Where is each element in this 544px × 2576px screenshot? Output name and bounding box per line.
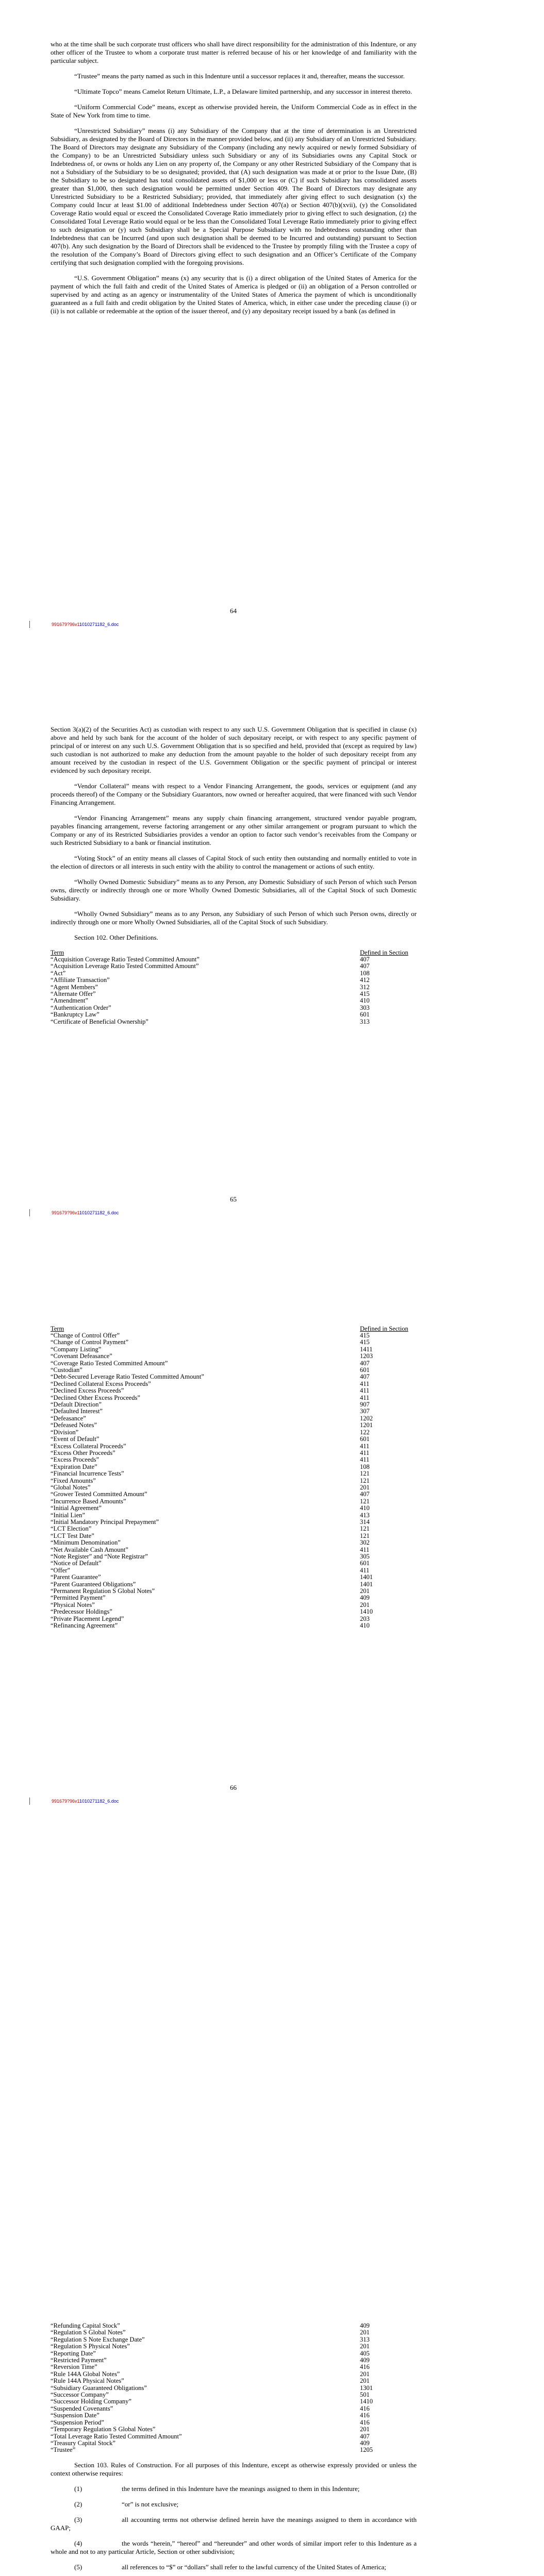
defined-term: “Excess Collateral Proceeds” [51,1442,126,1450]
section-reference: 313 [360,2335,370,2343]
table-row [51,2357,417,2364]
section-reference: 1203 [360,1352,373,1360]
table-row [51,1519,417,1526]
section-reference: 601 [360,1435,370,1443]
table-row [51,2350,417,2357]
table-row [51,1456,417,1463]
defined-term: “Initial Mandatory Principal Prepayment” [51,1518,159,1526]
defined-term: “Change of Control Offer” [51,1332,120,1339]
section-reference: 409 [360,2439,370,2447]
section-reference: 411 [360,1442,370,1450]
page-65-body [51,725,417,1025]
clause-text: the terms defined in this Indenture have the meanings assigned to them in this Indenture; [122,2484,360,2493]
table-row [51,1491,417,1498]
section-reference: 121 [360,1497,370,1505]
section-reference: 1411 [360,1345,373,1353]
defined-term: “Defeased Notes” [51,1421,97,1429]
clause-text: all references to “$” or “dollars” shall refer to the lawful currency of the United States of America; [122,2563,386,2571]
section-reference: 411 [360,1566,370,1574]
table-row [51,1526,417,1532]
table-row [51,2371,417,2378]
change-bar [29,1209,30,1216]
defined-term: “Excess Proceeds” [51,1456,100,1464]
clause-number: (3) [74,2515,83,2523]
definition-unrestricted-subsidiary: “Unrestricted Subsidiary” means (i) any Subsidiary of the Company that at the time of determination is an Unrestricted Subsidiary, as designated by the Board of Directors in the manner provided below, and (ii) any Subsidiary of an Unrestricted Subsidiary. The Board of Directors may designate any Subsidiary of the Company (including any newly acquired or newly formed Subsidiary of the Company) to be an Unrestricted Subsidiary unless such Subsidiary or any of its Subsidiaries owns any Capital Stock or Indebtedness of, or owns or holds any Lien on any property of, the Company or any other Restricted Subsidiary of the Company that is not a Subsidiary of the Subsidiary to be so designated; provided, that (A) such designation was made at or prior to the Issue Date, (B) the Subsidiary to be so designated has total consolidated assets of $1,000 or less or (C) if such Subsidiary has consolidated assets greater than $1,000, then such designation would be permitted under Section 409. The Board of Directors may designate any Unrestricted Subsidiary to be a Restricted Subsidiary; provided, that immediately after giving effect to such designation (x) the Company could Incur at least $1.00 of additional Indebtedness under Section 407(a) or Section 407(b)(xvii), (y) the Consolidated Coverage Ratio would equal or exceed the Consolidated Coverage Ratio immediately prior to giving effect to such designation, (z) the Consolidated Total Leverage Ratio would equal or be less than the Consolidated Total Leverage Ratio immediately prior to giving effect to such designation or (y) such Subsidiary shall be a Special Purpose Subsidiary with no Indebtedness outstanding other than Indebtedness that can be Incurred (and upon such designation shall be deemed to be Incurred and outstanding) pursuant to Section 407(b). Any such designation by the Board of Directors shall be evidenced to the Trustee by promptly filing with the Trustee a copy of the resolution of the Company’s Board of Directors giving effect to such designation and an Officer’s Certificate of the Company certifying that such designation complied with the foregoing provisions. [51,127,417,266]
document-footer [52,622,119,627]
defined-term: “Restricted Payment” [51,2357,107,2364]
table-row [51,1005,417,1011]
definitions-table [51,1325,417,1629]
table-row [51,977,417,984]
defined-term: “Initial Lien” [51,1511,85,1519]
table-row [51,963,417,970]
table-row [51,1608,417,1615]
change-bar [29,621,30,628]
section-reference: 108 [360,1463,370,1470]
section-reference: 601 [360,1366,370,1374]
section-reference: 201 [360,2377,370,2385]
section-reference: 411 [360,1456,370,1464]
section-reference: 415 [360,990,370,998]
defined-term: “Covenant Defeasance” [51,1352,112,1360]
defined-term: “Authentication Order” [51,1004,111,1011]
section-reference: 1410 [360,2398,373,2405]
section-reference: 122 [360,1428,370,1436]
section-reference: 407 [360,1373,370,1381]
table-row [51,1401,417,1408]
footer-old-id: 991679?96v1 [52,1210,79,1215]
column-header-term: Term [51,949,64,956]
section-reference: 108 [360,969,370,977]
defined-term: “Rule 144A Global Notes” [51,2370,120,2378]
section-reference: 201 [360,2329,370,2336]
section-reference: 416 [360,2412,370,2419]
table-row [51,2385,417,2392]
defined-term: “Private Placement Legend” [51,1615,124,1622]
defined-term: “Amendment” [51,997,88,1005]
definition-ultimate-topco: “Ultimate Topco” means Camelot Return Ultimate, L.P., a Delaware limited partnership, and any successor in interest thereto. [74,88,413,95]
table-row [51,1367,417,1374]
paragraph: who at the time shall be such corporate trust officers who shall have direct responsibility for the administration of this Indenture, or any other officer of the Trustee to whom a corporate trust matter is referred because of his or her knowledge of and familiarity with the particular subject. [51,40,417,64]
section-reference: 601 [360,1560,370,1567]
defined-term: “Initial Agreement” [51,1504,102,1512]
page-number: 66 [230,1784,237,1791]
table-row [51,2364,417,2370]
table-row [51,970,417,977]
table-row [51,2398,417,2405]
page-64-body [51,40,417,323]
clause-text: the words “herein,” “hereof” and “hereunder” and other words of similar import refer to this Indenture as a whole and not to any particular Article, Section or other subdivision; [51,2539,417,2555]
section-reference: 201 [360,2370,370,2378]
table-row [51,1595,417,1601]
column-header-section: Defined in Section [360,1325,408,1332]
section-reference: 410 [360,997,370,1005]
defined-term: “Successor Holding Company” [51,2398,131,2405]
section-reference: 1301 [360,2384,373,2392]
section-reference: 407 [360,2432,370,2440]
defined-term: “LCT Test Date” [51,1532,94,1539]
section-reference: 405 [360,2349,370,2357]
section-reference: 416 [360,2418,370,2426]
construction-clause [51,2539,417,2556]
defined-term: “Event of Default” [51,1435,100,1443]
defined-term: “Coverage Ratio Tested Committed Amount” [51,1359,168,1367]
clause-text: all accounting terms not otherwise defined herein have the meanings assigned to them in accordance with GAAP; [51,2515,417,2532]
table-row [51,1484,417,1491]
defined-term: “Company Listing” [51,1345,102,1353]
defined-term: “Global Notes” [51,1483,91,1491]
section-reference: 201 [360,1601,370,1608]
section-reference: 411 [360,1449,370,1456]
section-reference: 201 [360,1587,370,1595]
defined-term: “Bankruptcy Law” [51,1011,100,1019]
page-67-body [51,2323,417,2576]
definition-us-government-obligation: “U.S. Government Obligation” means (x) any security that is (i) a direct obligation of the United States of America for the payment of which the full faith and credit of the United States of America is pledged or (ii) an obligation of a Person controlled or supervised by and acting as an agency or instrumentality of the United States of America the payment of which is unconditionally guaranteed as a full faith and credit obligation by the United States of America, which, in either case under the preceding clause (i) or (ii) is not callable or redeemable at the option of the issuer thereof, and (y) any depositary receipt issued by a bank (as defined in [51,274,417,315]
defined-term: “Regulation S Physical Notes” [51,2343,130,2350]
defined-term: “Temporary Regulation S Global Notes” [51,2426,156,2433]
defined-term: “Certificate of Beneficial Ownership” [51,1018,149,1025]
construction-clause [51,2516,417,2532]
section-reference: 313 [360,1018,370,1025]
section-reference: 201 [360,2343,370,2350]
definition-voting-stock: “Voting Stock” of an entity means all classes of Capital Stock of such entity then outstanding and normally entitled to vote in the election of directors or all interests in such entity with the ability to control the management or actions of such entity. [51,854,417,870]
defined-term: “Acquisition Coverage Ratio Tested Committed Amount” [51,956,200,963]
table-row [51,2405,417,2412]
footer-doc-id: 1010271182_6.doc [79,1799,119,1804]
clause-number: (1) [74,2484,83,2493]
section-reference: 407 [360,1359,370,1367]
defined-term: “Change of Control Payment” [51,1338,129,1346]
table-row [51,1339,417,1346]
table-row [51,1436,417,1443]
defined-term: “Default Direction” [51,1401,102,1409]
defined-term: “Custodian” [51,1366,83,1374]
section-reference: 407 [360,956,370,963]
table-row [51,1450,417,1456]
section-reference: 203 [360,1615,370,1622]
defined-term: “Successor Company” [51,2391,109,2399]
defined-term: “Reporting Date” [51,2349,96,2357]
table-row [51,1332,417,1339]
table-row [51,1622,417,1629]
section-reference: 409 [360,2322,370,2329]
table-row [51,2440,417,2447]
section-103-heading: Section 103. Rules of Construction. For all purposes of this Indenture, except as otherwise expressly provided or unless the context otherwise requires: [51,2461,417,2477]
footer-old-id: 991679?96v1 [52,622,79,627]
section-reference: 410 [360,1622,370,1630]
table-row [51,2329,417,2336]
defined-term: “Suspension Date” [51,2412,100,2419]
table-row [51,1553,417,1560]
defined-term: “Expiration Date” [51,1463,97,1470]
table-row [51,1588,417,1595]
defined-term: “Declined Excess Proceeds” [51,1387,124,1395]
definition-vendor-financing-arrangement: “Vendor Financing Arrangement” means any supply chain financing arrangement, structured vendor payable program, payables financing arrangement, reverse factoring arrangement or any other similar arrangement or program pursuant to which the Company or any of its Restricted Subsidiaries provides a vendor an option to factor such vendor’s receivables from the Company or such Restricted Subsidiary to a bank or financial institution. [51,814,417,846]
paragraph: Section 3(a)(2) of the Securities Act) as custodian with respect to any such U.S. Government Obligation that is specified in clause (x) above and held by such bank for the account of the holder of such depositary receipt, or with respect to any specific payment of principal of or interest on any such U.S. Government Obligation that is so specified and held, provided that (except as required by law) such custodian is not authorized to make any deduction from the amount payable to the holder of such depositary receipt from any amount received by the custodian in respect of the U.S. Government Obligation or the specific payment of principal or interest evidenced by such depositary receipt. [51,725,417,774]
table-row [51,1422,417,1429]
table-row [51,1567,417,1574]
table-row [51,1346,417,1353]
table-row [51,2343,417,2350]
definition-wholly-owned-subsidiary: “Wholly Owned Subsidiary” means as to any Person, any Subsidiary of such Person of which such Person owns, directly or indirectly through one or more Wholly Owned Subsidiaries, all of the Capital Stock of such Subsidiary. [51,910,417,926]
table-row [51,1560,417,1567]
table-row [51,1019,417,1025]
section-reference: 201 [360,1483,370,1491]
construction-clause [51,2500,417,2509]
section-102-heading: Section 102. Other Definitions. [74,934,158,941]
section-reference: 411 [360,1387,370,1395]
section-reference: 411 [360,1546,370,1553]
definitions-table [51,2323,417,2454]
defined-term: “Note Register” and “Note Registrar” [51,1553,148,1560]
change-bar [29,1798,30,1805]
clause-number: (4) [74,2539,83,2547]
defined-term: “Refinancing Agreement” [51,1622,118,1630]
table-row [51,997,417,1004]
table-row [51,1478,417,1484]
table-row [51,1616,417,1622]
clause-text: “or” is not exclusive; [122,2500,179,2508]
section-reference: 302 [360,1539,370,1547]
section-reference: 415 [360,1338,370,1346]
defined-term: “Suspended Covenants” [51,2404,113,2412]
defined-term: “LCT Election” [51,1525,92,1533]
section-reference: 305 [360,1553,370,1560]
defined-term: “Offer” [51,1566,70,1574]
section-reference: 411 [360,1394,370,1401]
section-reference: 1205 [360,2446,373,2454]
page-66-body [51,1325,417,1629]
section-reference: 407 [360,962,370,970]
table-row [51,2419,417,2426]
section-reference: 121 [360,1477,370,1484]
table-row [51,984,417,991]
document-footer [52,1799,119,1804]
defined-term: “Minimum Denomination” [51,1539,121,1547]
section-reference: 413 [360,1511,370,1519]
section-reference: 1410 [360,1608,373,1616]
defined-term: “Total Leverage Ratio Tested Committed Amount” [51,2432,182,2440]
section-reference: 409 [360,1594,370,1602]
defined-term: “Reversion Time” [51,2363,97,2371]
section-reference: 412 [360,976,370,984]
defined-term: “Defeasance” [51,1414,86,1422]
defined-term: “Financial Incurrence Tests” [51,1470,124,1478]
section-reference: 303 [360,1004,370,1011]
table-row [51,2426,417,2433]
definition-vendor-collateral: “Vendor Collateral” means with respect to a Vendor Financing Arrangement, the goods, services or equipment (and any proceeds thereof) of the Company or the Subsidiary Guarantors, now owned or hereafter acquired, that were financed with such Vendor Financing Arrangement. [51,782,417,806]
section-reference: 410 [360,1504,370,1512]
defined-term: “Debt-Secured Leverage Ratio Tested Committed Amount” [51,1373,204,1381]
table-row [51,1374,417,1380]
table-row [51,2323,417,2329]
section-reference: 121 [360,1532,370,1539]
defined-term: “Declined Collateral Excess Proceeds” [51,1380,151,1387]
construction-clause [51,2485,417,2493]
defined-term: “Permanent Regulation S Global Notes” [51,1587,155,1595]
table-row [51,1581,417,1588]
table-row [51,1547,417,1553]
defined-term: “Grower Tested Committed Amount” [51,1490,147,1498]
section-reference: 501 [360,2391,370,2399]
defined-term: “Fixed Amounts” [51,1477,96,1484]
defined-term: “Alternate Offer” [51,990,96,998]
section-reference: 1401 [360,1573,373,1581]
table-row [51,1505,417,1512]
section-reference: 416 [360,2363,370,2371]
section-reference: 1202 [360,1414,373,1422]
defined-term: “Rule 144A Physical Notes” [51,2377,124,2385]
section-reference: 201 [360,2426,370,2433]
table-row [51,1574,417,1581]
defined-term: “Trustee” [51,2446,76,2454]
table-row [51,991,417,997]
defined-term: “Division” [51,1428,79,1436]
defined-term: “Refunding Capital Stock” [51,2322,120,2329]
footer-doc-id: 1010271182_6.doc [79,1210,119,1215]
section-reference: 1401 [360,1580,373,1588]
clause-number: (5) [74,2563,83,2571]
definitions-table [51,949,417,1025]
table-row [51,1429,417,1436]
section-reference: 314 [360,1518,370,1526]
defined-term: “Acquisition Leverage Ratio Tested Committed Amount” [51,962,199,970]
table-row [51,1415,417,1422]
table-row [51,1602,417,1608]
table-row [51,1395,417,1401]
defined-term: “Declined Other Excess Proceeds” [51,1394,140,1401]
clause-number: (2) [74,2500,83,2508]
footer-doc-id: 1010271182_6.doc [79,622,119,627]
table-row [51,1381,417,1387]
section-reference: 409 [360,2357,370,2364]
table-row [51,1353,417,1360]
table-row [51,2336,417,2343]
table-row [51,956,417,963]
defined-term: “Suspension Period” [51,2418,104,2426]
column-header-term: Term [51,1325,64,1332]
table-row [51,1443,417,1450]
section-reference: 121 [360,1525,370,1533]
section-reference: 1201 [360,1421,373,1429]
table-row [51,1408,417,1415]
section-reference: 312 [360,983,370,991]
defined-term: “Regulation S Global Notes” [51,2329,126,2336]
document-footer [52,1210,119,1215]
table-row [51,1464,417,1470]
table-row [51,1533,417,1539]
column-header-section: Defined in Section [360,949,408,956]
defined-term: “Parent Guarantee” [51,1573,101,1581]
table-row [51,2392,417,2398]
table-row [51,1470,417,1477]
table-row [51,1539,417,1546]
construction-clause [51,2563,417,2571]
definition-uniform-commercial-code: “Uniform Commercial Code” means, except as otherwise provided herein, the Uniform Commercial Code as in effect in the State of New York from time to time. [51,103,417,119]
defined-term: “Notice of Default” [51,1560,102,1567]
section-reference: 415 [360,1332,370,1339]
section-reference: 416 [360,2404,370,2412]
page-number: 64 [230,607,237,615]
table-row [51,2378,417,2384]
section-reference: 601 [360,1011,370,1019]
defined-term: “Treasury Capital Stock” [51,2439,116,2447]
defined-term: “Subsidiary Guaranteed Obligations” [51,2384,147,2392]
page-number: 65 [230,1195,237,1203]
defined-term: “Act” [51,969,66,977]
footer-old-id: 991679?96v1 [52,1799,79,1804]
definition-wholly-owned-domestic-subsidiary: “Wholly Owned Domestic Subsidiary” means as to any Person, any Domestic Subsidiary of such Person of which such Person owns, directly or indirectly through one or more Wholly Owned Domestic Subsidiaries, all of the Capital Stock of such Domestic Subsidiary. [51,878,417,902]
section-reference: 407 [360,1490,370,1498]
defined-term: “Physical Notes” [51,1601,95,1608]
defined-term: “Excess Other Proceeds” [51,1449,116,1456]
defined-term: “Predecessor Holdings” [51,1608,112,1616]
definition-trustee: “Trustee” means the party named as such in this Indenture until a successor replaces it and, thereafter, means the successor. [74,72,405,80]
defined-term: “Net Available Cash Amount” [51,1546,128,1553]
table-row [51,2447,417,2453]
section-reference: 907 [360,1401,370,1409]
table-row [51,2412,417,2419]
table-row [51,1512,417,1519]
defined-term: “Agent Members” [51,983,98,991]
defined-term: “Incurrence Based Amounts” [51,1497,126,1505]
defined-term: “Parent Guaranteed Obligations” [51,1580,136,1588]
table-row [51,1360,417,1367]
table-row [51,1498,417,1505]
defined-term: “Affiliate Transaction” [51,976,110,984]
section-reference: 307 [360,1408,370,1415]
table-row [51,1387,417,1394]
defined-term: “Defaulted Interest” [51,1408,103,1415]
table-row [51,2433,417,2440]
section-reference: 411 [360,1380,370,1387]
defined-term: “Permitted Payment” [51,1594,106,1602]
table-row [51,1011,417,1018]
defined-term: “Regulation S Note Exchange Date” [51,2335,145,2343]
section-reference: 121 [360,1470,370,1478]
